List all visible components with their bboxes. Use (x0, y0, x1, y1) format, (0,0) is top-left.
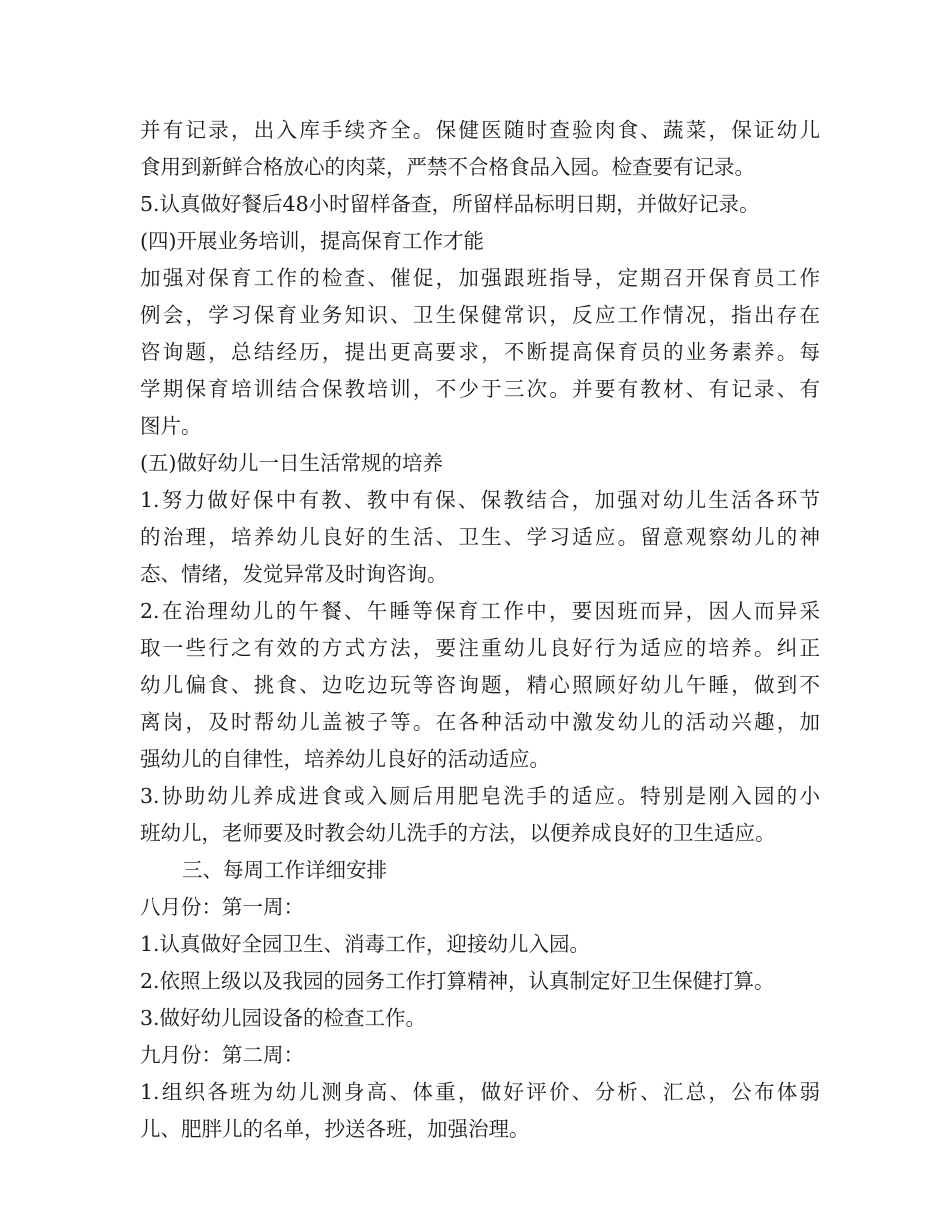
text-line: 图片。 (140, 414, 202, 438)
text-line: (四)开展业务培训，提高保育工作才能 (140, 229, 484, 253)
text-line: 儿、肥胖儿的名单，抄送各班，加强治理。 (140, 1117, 530, 1141)
text-line: 并有记录，出入库手续齐全。保健医随时查验肉食、蔬菜，保证幼儿 (140, 118, 820, 142)
text-line: 5.认真做好餐后48小时留样备查，所留样品标明日期，并做好记录。 (140, 192, 760, 216)
text-line: 咨询题，总结经历，提出更高要求，不断提高保育员的业务素养。每 (140, 340, 820, 364)
text-line: 3.协助幼儿养成进食或入厕后用肥皂洗手的适应。特别是刚入园的小 (140, 784, 820, 808)
text-line: (五)做好幼儿一日生活常规的培养 (140, 451, 443, 475)
text-line: 离岗，及时帮幼儿盖被子等。在各种活动中激发幼儿的活动兴趣，加 (140, 710, 820, 734)
text-line: 九月份：第二周： (140, 1043, 304, 1067)
text-line: 1.认真做好全园卫生、消毒工作，迎接幼儿入园。 (140, 932, 591, 956)
text-line: 2.依照上级以及我园的园务工作打算精神，认真制定好卫生保健打算。 (140, 969, 775, 993)
text-line: 班幼儿，老师要及时教会幼儿洗手的方法，以便养成良好的卫生适应。 (140, 821, 776, 845)
section-heading: 三、每周工作详细安排 (182, 858, 387, 882)
text-line: 1.努力做好保中有教、教中有保、保教结合，加强对幼儿生活各环节 (140, 488, 820, 512)
text-line: 2.在治理幼儿的午餐、午睡等保育工作中，要因班而异，因人而异采 (140, 599, 820, 623)
text-line: 食用到新鲜合格放心的肉菜，严禁不合格食品入园。检查要有记录。 (140, 155, 755, 179)
text-line: 的治理，培养幼儿良好的生活、卫生、学习适应。留意观察幼儿的神 (140, 525, 820, 549)
text-line: 3.做好幼儿园设备的检查工作。 (140, 1006, 427, 1030)
text-line: 态、情绪，发觉异常及时询咨询。 (140, 562, 448, 586)
text-line: 强幼儿的自律性，培养幼儿良好的活动适应。 (140, 747, 550, 771)
text-line: 加强对保育工作的检查、催促，加强跟班指导，定期召开保育员工作 (140, 266, 820, 290)
text-line: 学期保育培训结合保教培训，不少于三次。并要有教材、有记录、有 (140, 377, 820, 401)
text-line: 取一些行之有效的方式方法，要注重幼儿良好行为适应的培养。纠正 (140, 636, 820, 660)
document-body (140, 112, 820, 1148)
text-line: 1.组织各班为幼儿测身高、体重，做好评价、分析、汇总，公布体弱 (140, 1080, 820, 1104)
text-line: 幼儿偏食、挑食、边吃边玩等咨询题，精心照顾好幼儿午睡，做到不 (140, 673, 820, 697)
text-line: 八月份：第一周： (140, 895, 304, 919)
text-line: 例会，学习保育业务知识、卫生保健常识，反应工作情况，指出存在 (140, 303, 820, 327)
